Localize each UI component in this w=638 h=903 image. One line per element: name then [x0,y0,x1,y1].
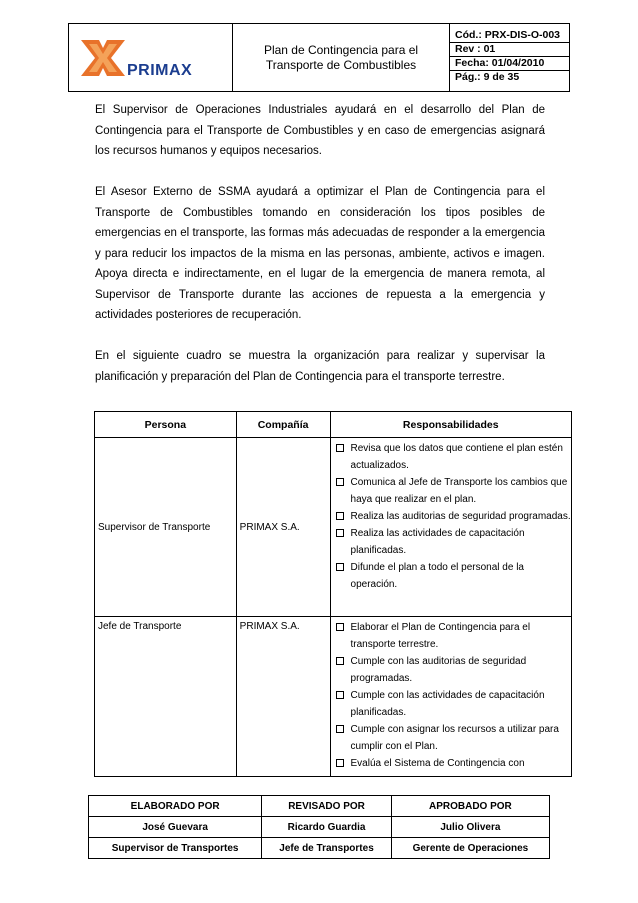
col-header-compania: Compañía [236,412,330,438]
responsibility-item: Difunde el plan a todo el personal de la operación. [331,559,571,593]
signature-table [88,795,550,859]
aprobado-name: Julio Olivera [391,817,549,838]
revisado-role: Jefe de Transportes [262,838,392,859]
doc-revision: Rev : 01 [450,43,570,57]
aprobado-role: Gerente de Operaciones [391,838,549,859]
table-row [95,438,572,617]
title-line-2: Transporte de Combustibles [265,57,417,72]
responsibility-item: Comunica al Jefe de Transporte los cambios que haya que realizar en el plan. [331,474,571,508]
persona-cell: Jefe de Transporte [95,617,237,777]
responsibilities-table [94,411,572,777]
responsibility-list [331,617,571,772]
signature-header-row [89,796,550,817]
responsibility-item: Evalúa el Sistema de Contingencia con [331,755,571,772]
responsibility-item: Elaborar el Plan de Contingencia para el transporte terrestre. [331,619,571,653]
compania-cell: PRIMAX S.A. [236,438,330,617]
responsibility-item: Cumple con las actividades de capacitación planificadas. [331,687,571,721]
responsibility-item: Realiza las actividades de capacitación planificadas. [331,525,571,559]
persona-cell: Supervisor de Transporte [95,438,237,617]
paragraph-2: El Asesor Externo de SSMA ayudará a optimizar el Plan de Contingencia para el Transporte de Combustibles tomando en consideración los tipos posibles de emergencias en el transporte, las formas más adecuadas de responder a la emergencia y para reducir los impactos de la misma en las personas, ambiente, activos e imagen. Apoya directa e indirectamente, en el lugar de la emergencia de manera remota, al Supervisor de Transporte durante las acciones de repuesta a la emergencia y actividades posteriores de recuperación. [95,186,545,321]
document-header [68,23,570,92]
responsabilidades-cell [330,438,571,617]
responsabilidades-cell [330,617,571,777]
paragraph-3: En el siguiente cuadro se muestra la organización para realizar y supervisar la planificación y preparación del Plan de Contingencia para el transporte terrestre. [95,350,545,383]
logo-area [69,24,233,91]
responsibility-item: Revisa que los datos que contiene el plan estén actualizados. [331,440,571,474]
responsibility-item: Cumple con las auditorias de seguridad programadas. [331,653,571,687]
revisado-header: REVISADO POR [262,796,392,817]
responsibility-list [331,438,571,593]
brand-name: PRIMAX [127,62,193,79]
responsibility-item: Cumple con asignar los recursos a utilizar para cumplir con el Plan. [331,721,571,755]
doc-page: Pág.: 9 de 35 [455,71,520,83]
primax-logo-icon [79,36,127,80]
elaborado-role: Supervisor de Transportes [89,838,262,859]
elaborado-header: ELABORADO POR [89,796,262,817]
paragraph-1: El Supervisor de Operaciones Industriales ayudará en el desarrollo del Plan de Contingencia para el Transporte de Combustibles y en caso de emergencias asignará los recursos humanos y equipos necesarios. [95,104,545,157]
table-header-row [95,412,572,438]
responsibility-item: Realiza las auditorias de seguridad programadas. [331,508,571,525]
signature-name-row [89,817,550,838]
compania-cell: PRIMAX S.A. [236,617,330,777]
title-line-1: Plan de Contingencia para el [263,42,419,57]
document-meta [450,24,570,91]
aprobado-header: APROBADO POR [391,796,549,817]
doc-date: Fecha: 01/04/2010 [450,57,570,71]
revisado-name: Ricardo Guardia [262,817,392,838]
col-header-persona: Persona [95,412,237,438]
elaborado-name: José Guevara [89,817,262,838]
signature-role-row [89,838,550,859]
document-title [233,24,450,91]
table-row [95,617,572,777]
col-header-responsabilidades: Responsabilidades [330,412,571,438]
doc-code: Cód.: PRX-DIS-O-003 [450,29,570,43]
